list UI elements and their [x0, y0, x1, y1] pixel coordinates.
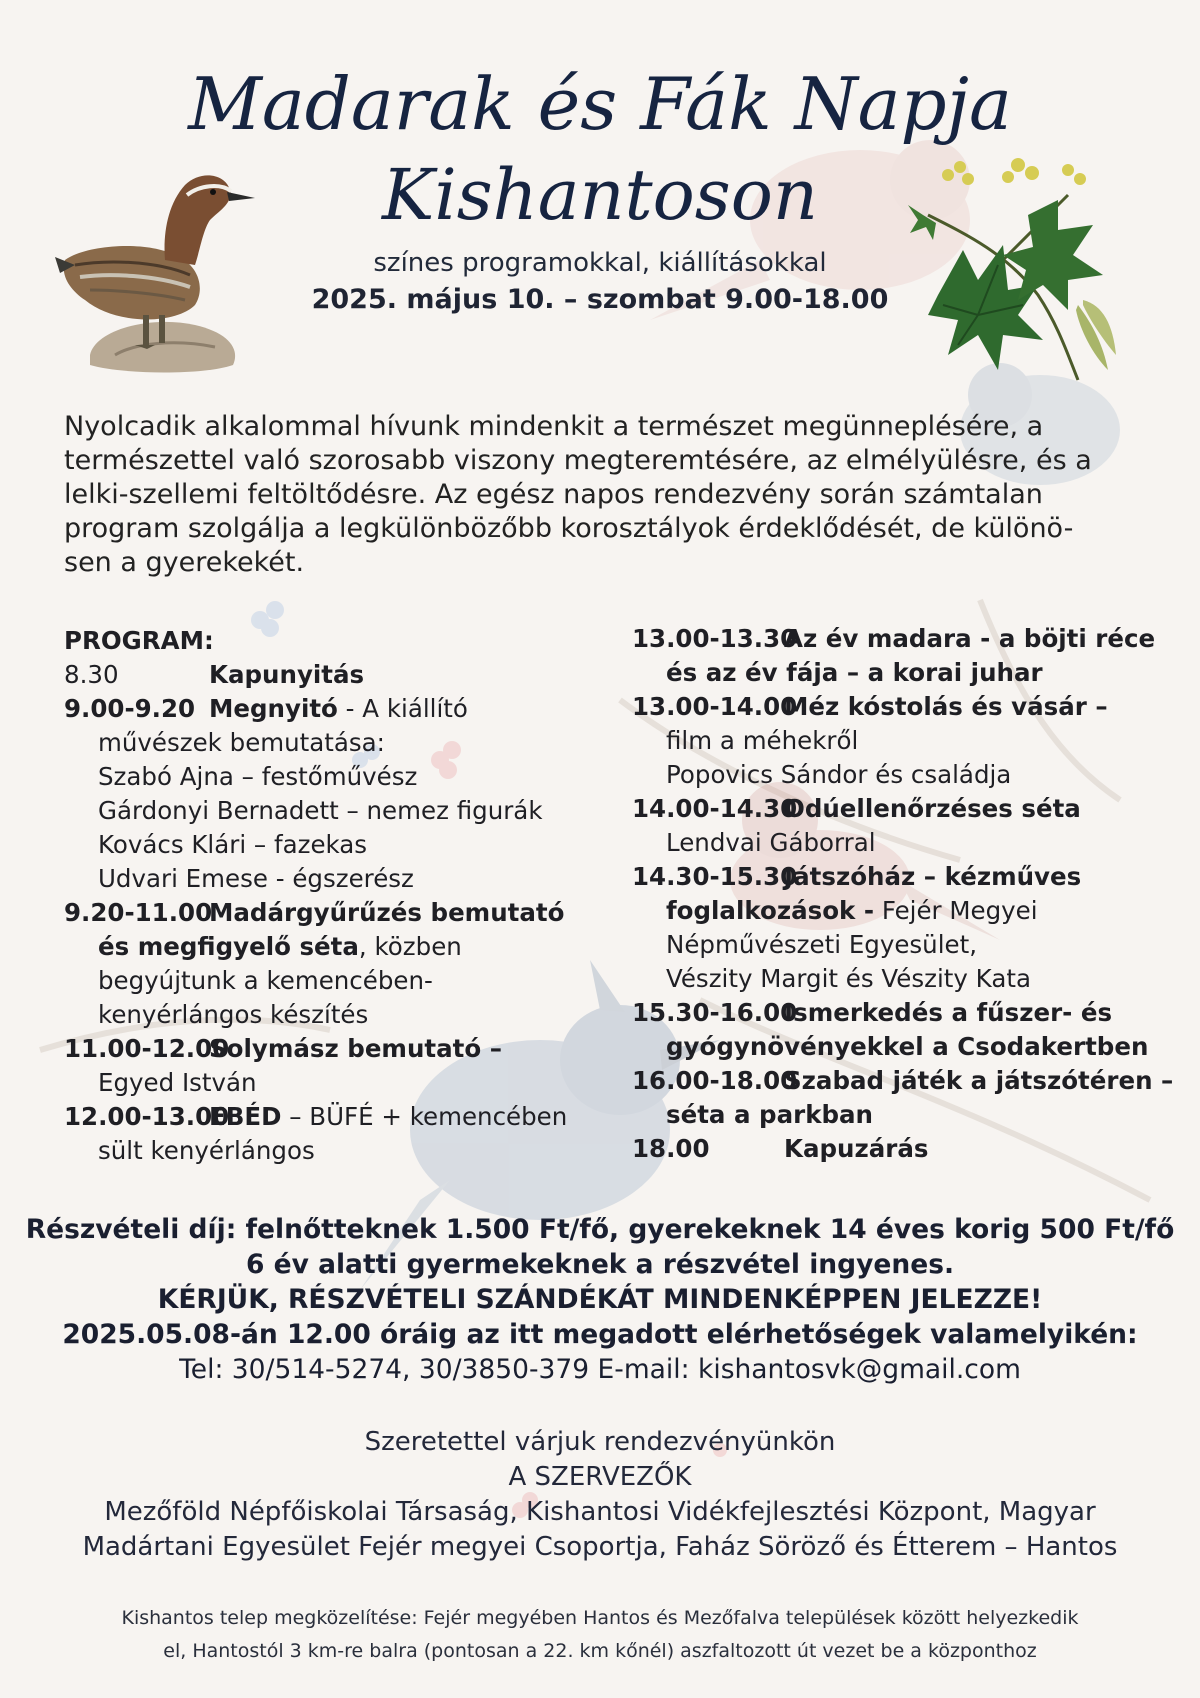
program-time: 13.00-14.00 [632, 692, 798, 721]
program-detail: sült kenyérlángos [98, 1136, 315, 1165]
program-detail: művészek bemutatása: [98, 728, 385, 757]
program-title: Solymász bemutató – [209, 1034, 502, 1063]
program-detail: Vészity Margit és Vészity Kata [666, 964, 1031, 993]
program-time: 18.00 [632, 1134, 710, 1163]
intro-line: Nyolcadik alkalommal hívunk mindenkit a természet megünneplésére, a [64, 411, 1044, 442]
program-detail [632, 894, 1172, 928]
directions-footer [0, 1602, 1200, 1668]
closing-greeting: Szeretettel várjuk rendezvényünkön [364, 1427, 836, 1457]
intro-line: program szolgálja a legkülönbözőbb korosztályok érdeklődését, de különö- [64, 513, 1074, 544]
title-line-2: Kishantoson [382, 154, 818, 236]
directions-line: el, Hantostól 3 km-re balra (pontosan a 22. km kőnél) aszfaltozott út vezet be a központhoz [163, 1640, 1037, 1662]
program-title: Méz kóstolás és vásár – [784, 692, 1108, 721]
program-detail: Népművészeti Egyesület, [666, 930, 977, 959]
intro-line: természettel való szorosabb viszony megteremtésére, az elmélyülésre, és a [64, 445, 1092, 476]
program-item [64, 1032, 604, 1066]
program-time: 14.30-15.30 [632, 862, 798, 891]
program-detail: begyújtunk a kemencében- [98, 966, 433, 995]
program-item [632, 996, 1172, 1030]
intro-line: sen a gyerekekét. [64, 547, 305, 578]
organizers-list: Mezőföld Népfőiskolai Társaság, Kishantosi Vidékfejlesztési Központ, Magyar [104, 1497, 1096, 1527]
program-title: Madárgyűrűzés bemutató [209, 898, 565, 927]
program-detail: Lendvai Gáborral [666, 828, 876, 857]
program-item [64, 896, 604, 930]
fee-free-line: 6 év alatti gyermekeknek a részvétel ingyenes. [245, 1249, 955, 1280]
fees-section [0, 1212, 1200, 1387]
program-item [64, 1100, 604, 1134]
program-detail: – BÜFÉ + kemencében [281, 1102, 568, 1131]
program-item [632, 622, 1172, 656]
program-title: gyógynövényekkel a Csodakertben [666, 1032, 1149, 1061]
program-title: Kapuzárás [784, 1134, 929, 1163]
event-date: 2025. május 10. – szombat 9.00-18.00 [311, 284, 889, 315]
program-title: Ismerkedés a fűszer- és [784, 998, 1113, 1027]
program-detail: Egyed István [98, 1068, 257, 1097]
program-time: 9.00-9.20 [64, 694, 196, 723]
contact-info: Tel: 30/514-5274, 30/3850-379 E-mail: kishantosvk@gmail.com [179, 1354, 1021, 1385]
program-title: Megnyitó [209, 694, 338, 723]
program-detail: Udvari Emese - égszerész [98, 864, 414, 893]
program-title: Kapunyitás [209, 660, 365, 689]
program-item [632, 1064, 1172, 1098]
program-title: és az év fája – a korai juhar [666, 658, 1043, 687]
program-item [64, 692, 604, 726]
organizers-list: Madártani Egyesület Fejér megyei Csoportja, Faház Söröző és Étterem – Hantos [82, 1532, 1118, 1562]
program-detail [64, 930, 604, 964]
program-title: EBÉD [209, 1102, 282, 1131]
intro-line: lelki-szellemi feltöltődésre. Az egész napos rendezvény során számtalan [64, 479, 1043, 510]
program-title: foglalkozások - [666, 896, 875, 925]
intro-paragraph [64, 410, 1134, 580]
program-right-column [632, 622, 1172, 1166]
program-detail: Kovács Klári – fazekas [98, 830, 368, 859]
subtitle: színes programokkal, kiállításokkal [373, 248, 827, 278]
program-time: 16.00-18.00 [632, 1066, 798, 1095]
program-title: Szabad játék a játszótéren – [784, 1066, 1174, 1095]
program-detail: - A kiállító [337, 694, 468, 723]
organizers-section [0, 1425, 1200, 1565]
program-item [632, 1132, 1172, 1166]
program-title: Az év madara - a böjti réce [784, 624, 1156, 653]
program-item [632, 690, 1172, 724]
registration-deadline: 2025.05.08-án 12.00 óráig az itt megadott elérhetőségek valamelyikén: [62, 1319, 1138, 1350]
program-time: 12.00-13.00 [64, 1102, 230, 1131]
program-time: 15.30-16.00 [632, 998, 798, 1027]
program-detail: , közben [358, 932, 462, 961]
program-time: 11.00-12.00 [64, 1034, 230, 1063]
program-detail: Popovics Sándor és családja [666, 760, 1012, 789]
directions-line: Kishantos telep megközelítése: Fejér megyében Hantos és Mezőfalva települések között helyezkedik [121, 1607, 1079, 1629]
program-time: 14.00-14.30 [632, 794, 798, 823]
program-left-column [64, 624, 604, 1168]
program-time: 9.20-11.00 [64, 898, 213, 927]
program-detail: Gárdonyi Bernadett – nemez figurák [98, 796, 543, 825]
organizers-heading: A SZERVEZŐK [508, 1462, 692, 1492]
program-title: Odúellenőrzéses séta [784, 794, 1081, 823]
registration-request: KÉRJÜK, RÉSZVÉTELI SZÁNDÉKÁT MINDENKÉPPEN JELEZZE! [157, 1284, 1043, 1315]
program-detail: kenyérlángos készítés [98, 1000, 369, 1029]
program-detail: film a méhekről [666, 726, 859, 755]
program-item [632, 792, 1172, 826]
program-time: 8.30 [64, 660, 119, 689]
program-title: séta a parkban [666, 1100, 873, 1129]
program-detail: Fejér Megyei [874, 896, 1038, 925]
program-detail: Szabó Ajna – festőművész [98, 762, 418, 791]
program-heading: PROGRAM: [64, 626, 214, 655]
fee-line: Részvételi díj: felnőtteknek 1.500 Ft/fő, gyerekeknek 14 éves korig 500 Ft/fő [25, 1214, 1175, 1245]
title-line-1: Madarak és Fák Napja [188, 62, 1012, 146]
program-item [632, 860, 1172, 894]
program-title: Játszóház – kézműves [784, 862, 1082, 891]
program-title: és megfigyelő séta [98, 932, 359, 961]
program-item [64, 658, 604, 692]
program-time: 13.00-13.30 [632, 624, 798, 653]
